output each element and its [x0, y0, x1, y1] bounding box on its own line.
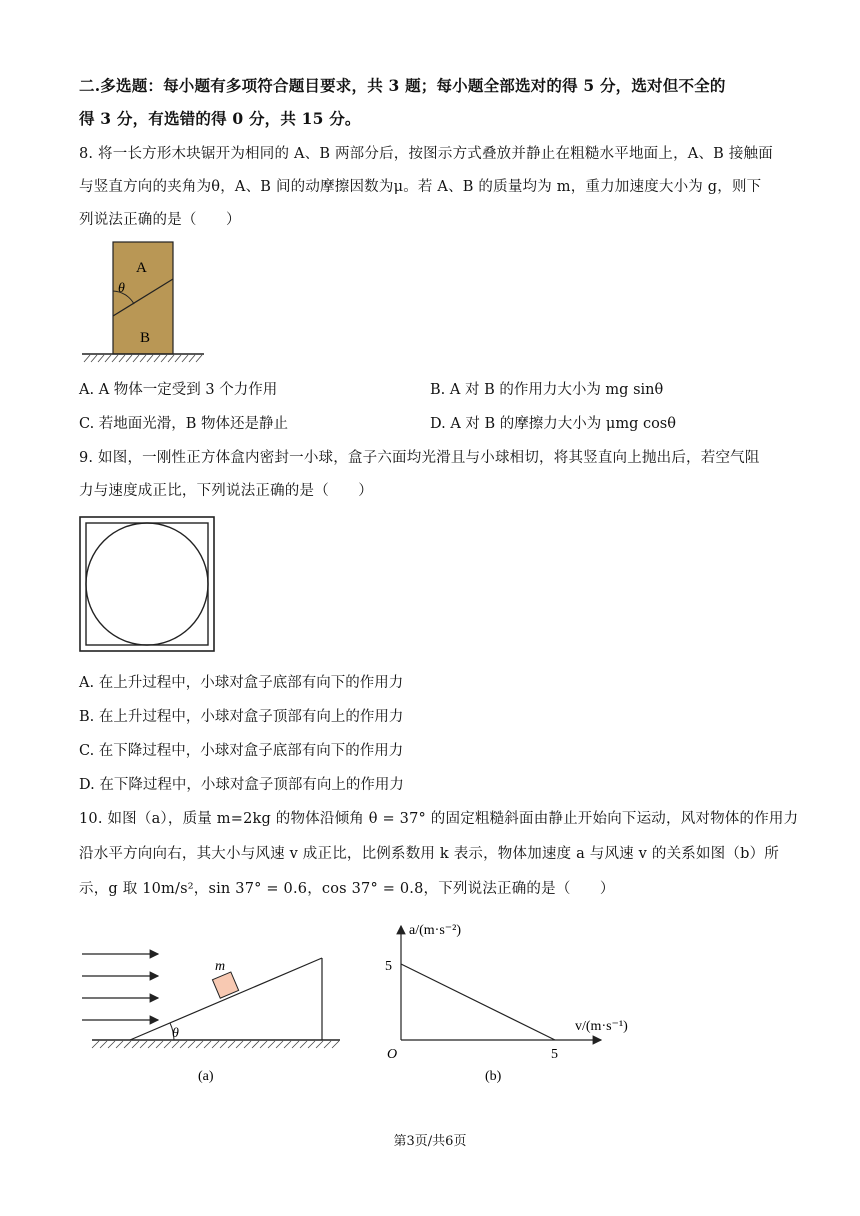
caption-b: (b) [485, 1069, 502, 1084]
q9-option-a: A. 在上升过程中，小球对盒子底部有向下的作用力 [79, 675, 404, 691]
q8-option-b: B. A 对 B 的作用力大小为 mg sinθ [430, 382, 664, 398]
label-a: A [136, 260, 147, 276]
q10-stem-line2: 沿水平方向向右，其大小与风速 v 成正比，比例系数用 k 表示，物体加速度 a 与风速 v 的关系如图（b）所 [79, 846, 779, 862]
ground-hatch [84, 355, 202, 362]
q10-figure-a [78, 940, 358, 1090]
label-m: m [215, 959, 226, 974]
q10-stem-line1: 10. 如图（a），质量 m=2kg 的物体沿倾角 θ = 37° 的固定粗糙斜面由静止开始向下运动，风对物体的作用力 [79, 811, 799, 827]
incline-surface [130, 958, 322, 1040]
q10-stem-line3: 示，g 取 10m/s²，sin 37° = 0.6，cos 37° = 0.8，下列说法正确的是（ ） [79, 881, 615, 897]
q8-option-d: D. A 对 B 的摩擦力大小为 μmg cosθ [430, 416, 676, 432]
wind-arrows [82, 954, 158, 1020]
q8-option-a: A. A 物体一定受到 3 个力作用 [79, 382, 278, 398]
caption-a: (a) [198, 1069, 214, 1084]
origin-label: O [387, 1047, 398, 1062]
ground-hatch [92, 1041, 339, 1048]
q8-stem-line2: 与竖直方向的夹角为θ，A、B 间的动摩擦因数为μ。若 A、B 的质量均为 m，重力加速度大小为 g，则下 [79, 179, 762, 195]
q9-option-b: B. 在上升过程中，小球对盒子顶部有向上的作用力 [79, 709, 404, 725]
q8-stem-line1: 8. 将一长方形木块锯开为相同的 A、B 两部分后，按图示方式叠放并静止在粗糙水平地面上，A、B 接触面 [79, 146, 773, 162]
label-b: B [140, 330, 151, 346]
q10-figure-b-chart [375, 912, 655, 1092]
q9-stem-line1: 9. 如图，一刚性正方体盒内密封一小球，盒子六面均光滑且与小球相切，将其竖直向上抛出后，若空气阻 [79, 450, 760, 466]
q9-figure-box [78, 515, 218, 655]
label-theta: θ [172, 1026, 179, 1041]
q9-option-c: C. 在下降过程中，小球对盒子底部有向下的作用力 [79, 743, 404, 759]
box-outer [80, 517, 214, 651]
y-axis-label: a/(m·s⁻²) [409, 923, 462, 938]
data-series-line [401, 964, 555, 1040]
x-tick-label: 5 [551, 1047, 558, 1062]
y-tick-label: 5 [385, 959, 392, 974]
q8-option-c: C. 若地面光滑，B 物体还是静止 [79, 416, 289, 432]
section-heading-line1: 二.多选题：每小题有多项符合题目要求，共 3 题；每小题全部选对的得 5 分，选对但不全的 [79, 76, 726, 95]
section-heading-line2: 得 3 分，有选错的得 0 分，共 15 分。 [79, 109, 361, 128]
page-footer: 第3页/共6页 [393, 1134, 467, 1149]
x-axis-label: v/(m·s⁻¹) [575, 1019, 628, 1034]
q9-option-d: D. 在下降过程中，小球对盒子顶部有向上的作用力 [79, 777, 404, 793]
mass-block [212, 972, 238, 998]
ball [86, 523, 208, 645]
q9-stem-line2: 力与速度成正比，下列说法正确的是（ ） [79, 483, 373, 499]
label-theta: θ [118, 281, 125, 296]
q8-stem-line3: 列说法正确的是（ ） [79, 212, 241, 228]
q8-figure-blocks [78, 238, 208, 368]
